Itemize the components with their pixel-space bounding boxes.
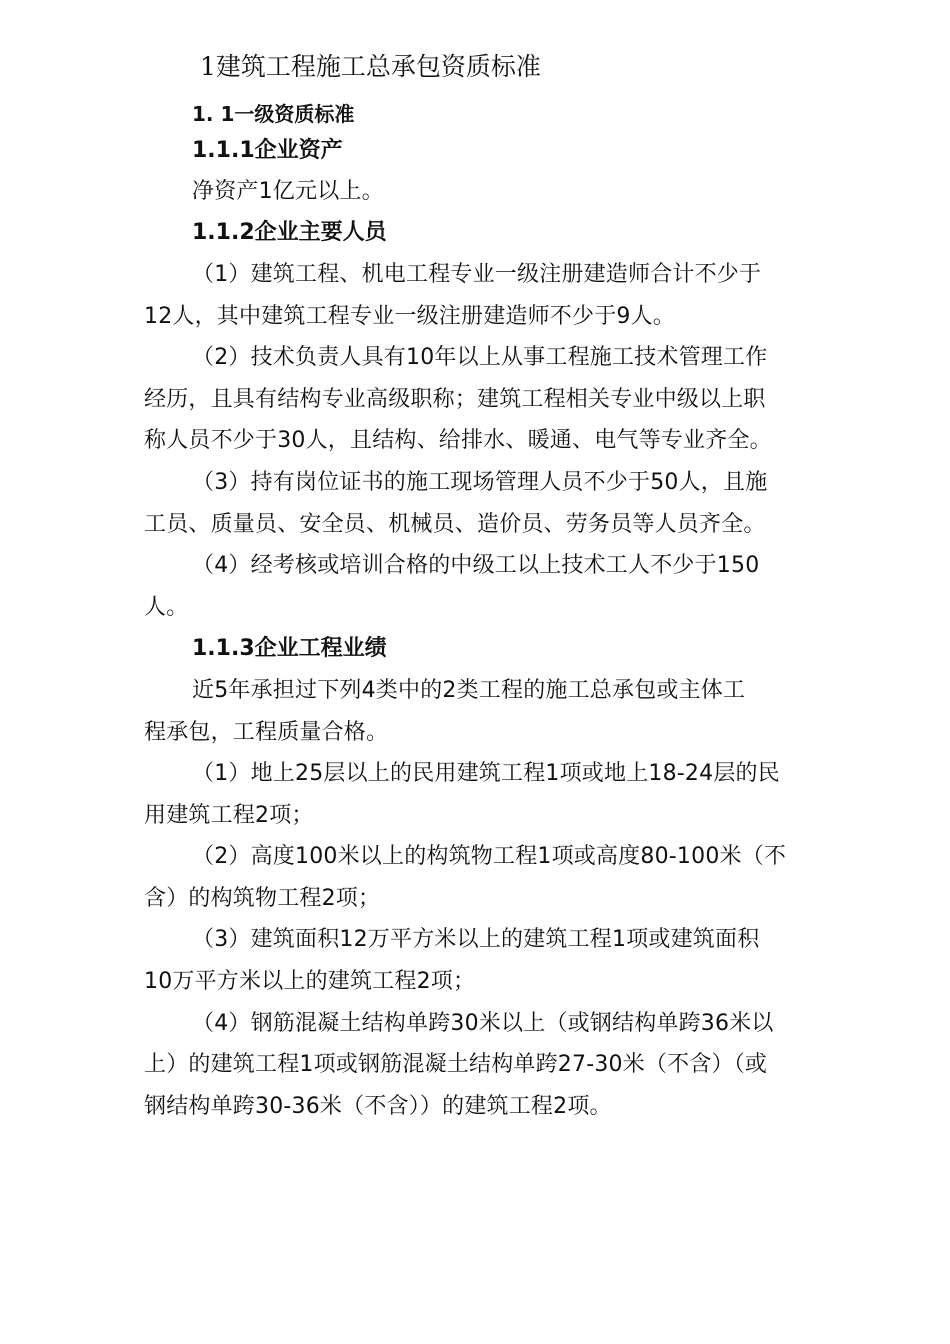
performance-line: （1）地上25层以上的民用建筑工程1项或地上18-24层的民	[192, 761, 780, 786]
performance-line: 钢结构单跨30-36米（不含））的建筑工程2项。	[144, 1094, 612, 1119]
personnel-heading: 1.1.2企业主要人员	[192, 220, 387, 245]
personnel-line: 称人员不少于30人，且结构、给排水、暖通、电气等专业齐全。	[144, 428, 772, 453]
performance-heading: 1.1.3企业工程业绩	[192, 636, 387, 661]
performance-line: 含）的构筑物工程2项；	[144, 886, 381, 911]
performance-line: 近5年承担过下列4类中的2类工程的施工总承包或主体工	[192, 678, 746, 703]
assets-text: 净资产1亿元以上。	[192, 179, 384, 204]
document-title: 1建筑工程施工总承包资质标准	[200, 52, 541, 81]
performance-line: （4）钢筋混凝土结构单跨30米以上（或钢结构单跨36米以	[192, 1011, 774, 1036]
performance-line: 程承包，工程质量合格。	[144, 720, 389, 745]
performance-line: 上）的建筑工程1项或钢筋混凝土结构单跨27-30米（不含）（或	[144, 1052, 768, 1077]
personnel-line: （3）持有岗位证书的施工现场管理人员不少于50人，且施	[192, 470, 768, 495]
personnel-line: 经历，且具有结构专业高级职称；建筑工程相关专业中级以上职	[144, 387, 766, 412]
personnel-line: （4）经考核或培训合格的中级工以上技术工人不少于150	[192, 553, 760, 578]
performance-line: 用建筑工程2项；	[144, 803, 314, 828]
section-title: 1. 1一级资质标准	[192, 102, 355, 126]
personnel-line: 12人，其中建筑工程专业一级注册建造师不少于9人。	[144, 304, 675, 329]
performance-line: 10万平方米以上的建筑工程2项；	[144, 969, 476, 994]
personnel-line: 工员、质量员、安全员、机械员、造价员、劳务员等人员齐全。	[144, 512, 766, 537]
personnel-line: （1）建筑工程、机电工程专业一级注册建造师合计不少于	[192, 262, 762, 287]
personnel-line: （2）技术负责人具有10年以上从事工程施工技术管理工作	[192, 345, 768, 370]
performance-line: （2）高度100米以上的构筑物工程1项或高度80-100米（不	[192, 844, 787, 869]
performance-line: （3）建筑面积12万平方米以上的建筑工程1项或建筑面积	[192, 927, 760, 952]
personnel-line: 人。	[144, 595, 189, 620]
assets-heading: 1.1.1企业资产	[192, 138, 343, 163]
